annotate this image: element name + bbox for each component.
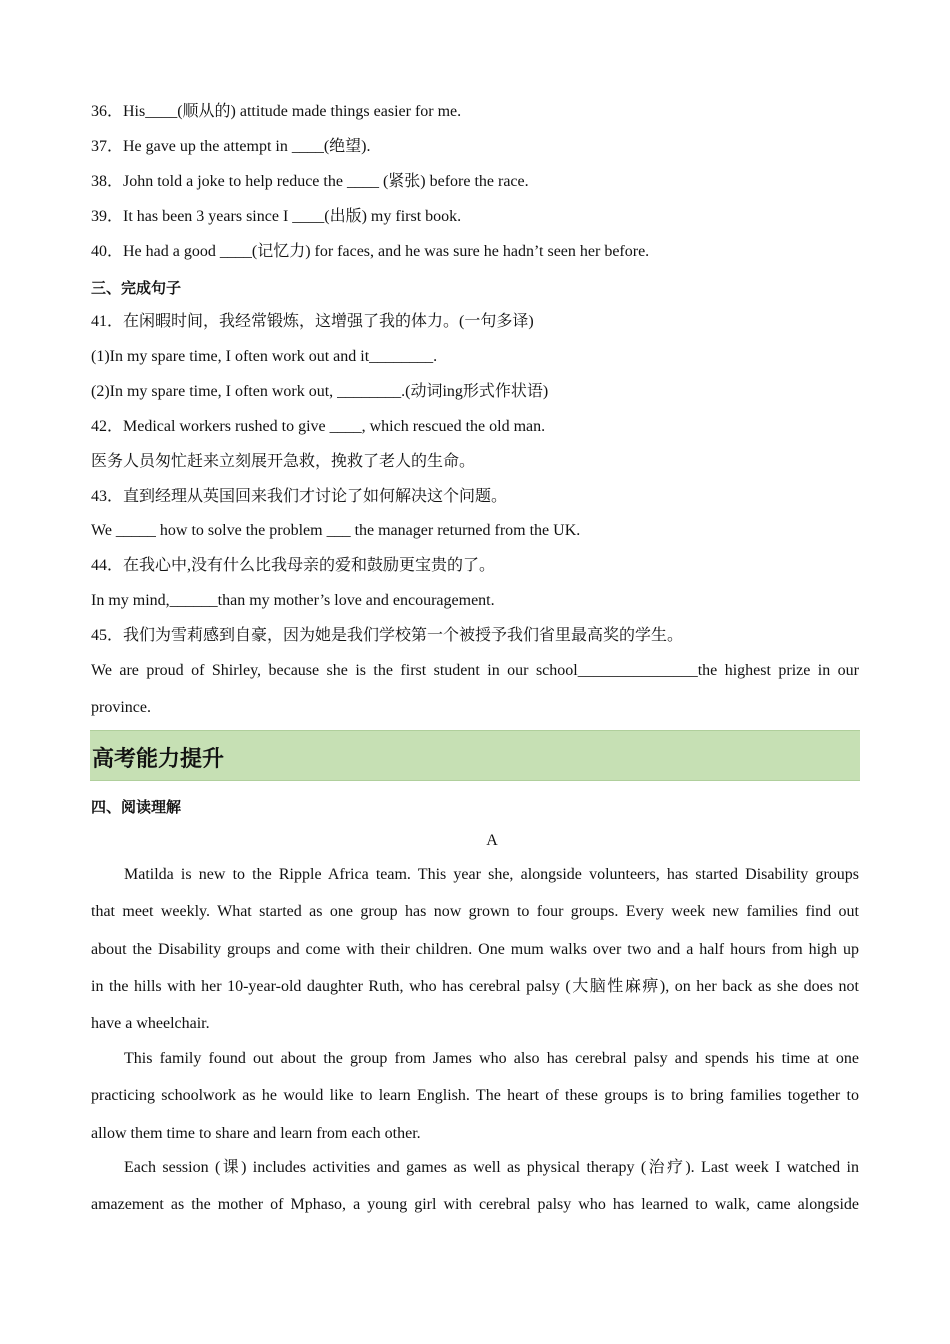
paragraph-1-line-2: that meet weekly. What started as one group has now grown to four groups. Every week new families find out	[91, 903, 859, 920]
section-heading-complete-sentences: 三、完成句子	[91, 279, 182, 297]
section-banner	[90, 730, 860, 781]
section-heading-reading: 四、阅读理解	[91, 798, 182, 816]
banner-title: 高考能力提升	[92, 747, 225, 772]
question-44-english: In my mind,______than my mother’s love and encouragement.	[91, 592, 495, 609]
question-43-english: We _____ how to solve the problem ___ the manager returned from the UK.	[91, 522, 581, 539]
question-41-part-2: (2)In my spare time, I often work out, ________.(动词ing形式作状语)	[91, 383, 549, 400]
question-42: 42．Medical workers rushed to give ____, which rescued the old man.	[91, 418, 546, 435]
question-41: 41．在闲暇时间，我经常锻炼，这增强了我的体力。(一句多译)	[91, 313, 534, 330]
paragraph-1-line-4: in the hills with her 10-year-old daughter Ruth, who has cerebral palsy (大脑性麻痹), on her back as she does not	[91, 978, 859, 995]
question-36: 36．His____(顺从的) attitude made things easier for me.	[91, 103, 462, 120]
paragraph-2-line-2: practicing schoolwork as he would like to learn English. The heart of these groups is to bring families together to	[91, 1087, 859, 1104]
question-40: 40．He had a good ____(记忆力) for faces, and he was sure he hadn’t seen her before.	[91, 243, 650, 260]
question-44: 44．在我心中,没有什么比我母亲的爱和鼓励更宝贵的了。	[91, 557, 496, 574]
paragraph-1-line-3: about the Disability groups and come with their children. One mum walks over two and a half hours from high up	[91, 941, 859, 958]
question-45-english-line-1: We are proud of Shirley, because she is the first student in our school_______________the highest prize in our	[91, 662, 859, 679]
question-39: 39．It has been 3 years since I ____(出版) my first book.	[91, 208, 462, 225]
paragraph-3-line-1: Each session (课) includes activities and games as well as physical therapy (治疗). Last week I watched in	[124, 1159, 859, 1176]
question-41-part-1: (1)In my spare time, I often work out and it________.	[91, 348, 438, 365]
question-45-english-line-2: province.	[91, 699, 151, 716]
question-38: 38．John told a joke to help reduce the ____ (紧张) before the race.	[91, 173, 529, 190]
paragraph-1-line-1: Matilda is new to the Ripple Africa team. This year she, alongside volunteers, has started Disability groups	[124, 866, 859, 883]
paragraph-3-line-2: amazement as the mother of Mphaso, a young girl with cerebral palsy who has learned to walk, came alongside	[91, 1196, 859, 1213]
paragraph-2-line-3: allow them time to share and learn from each other.	[91, 1125, 421, 1142]
question-37: 37．He gave up the attempt in ____(绝望).	[91, 138, 371, 155]
paragraph-2-line-1: This family found out about the group from James who also has cerebral palsy and spends his time at one	[124, 1050, 859, 1067]
question-45: 45．我们为雪莉感到自豪，因为她是我们学校第一个被授予我们省里最高奖的学生。	[91, 627, 684, 644]
paragraph-1-line-5: have a wheelchair.	[91, 1015, 210, 1032]
passage-label: A	[486, 832, 498, 849]
question-42-chinese: 医务人员匆忙赶来立刻展开急救，挽救了老人的生命。	[91, 453, 476, 470]
question-43: 43．直到经理从英国回来我们才讨论了如何解决这个问题。	[91, 488, 508, 505]
